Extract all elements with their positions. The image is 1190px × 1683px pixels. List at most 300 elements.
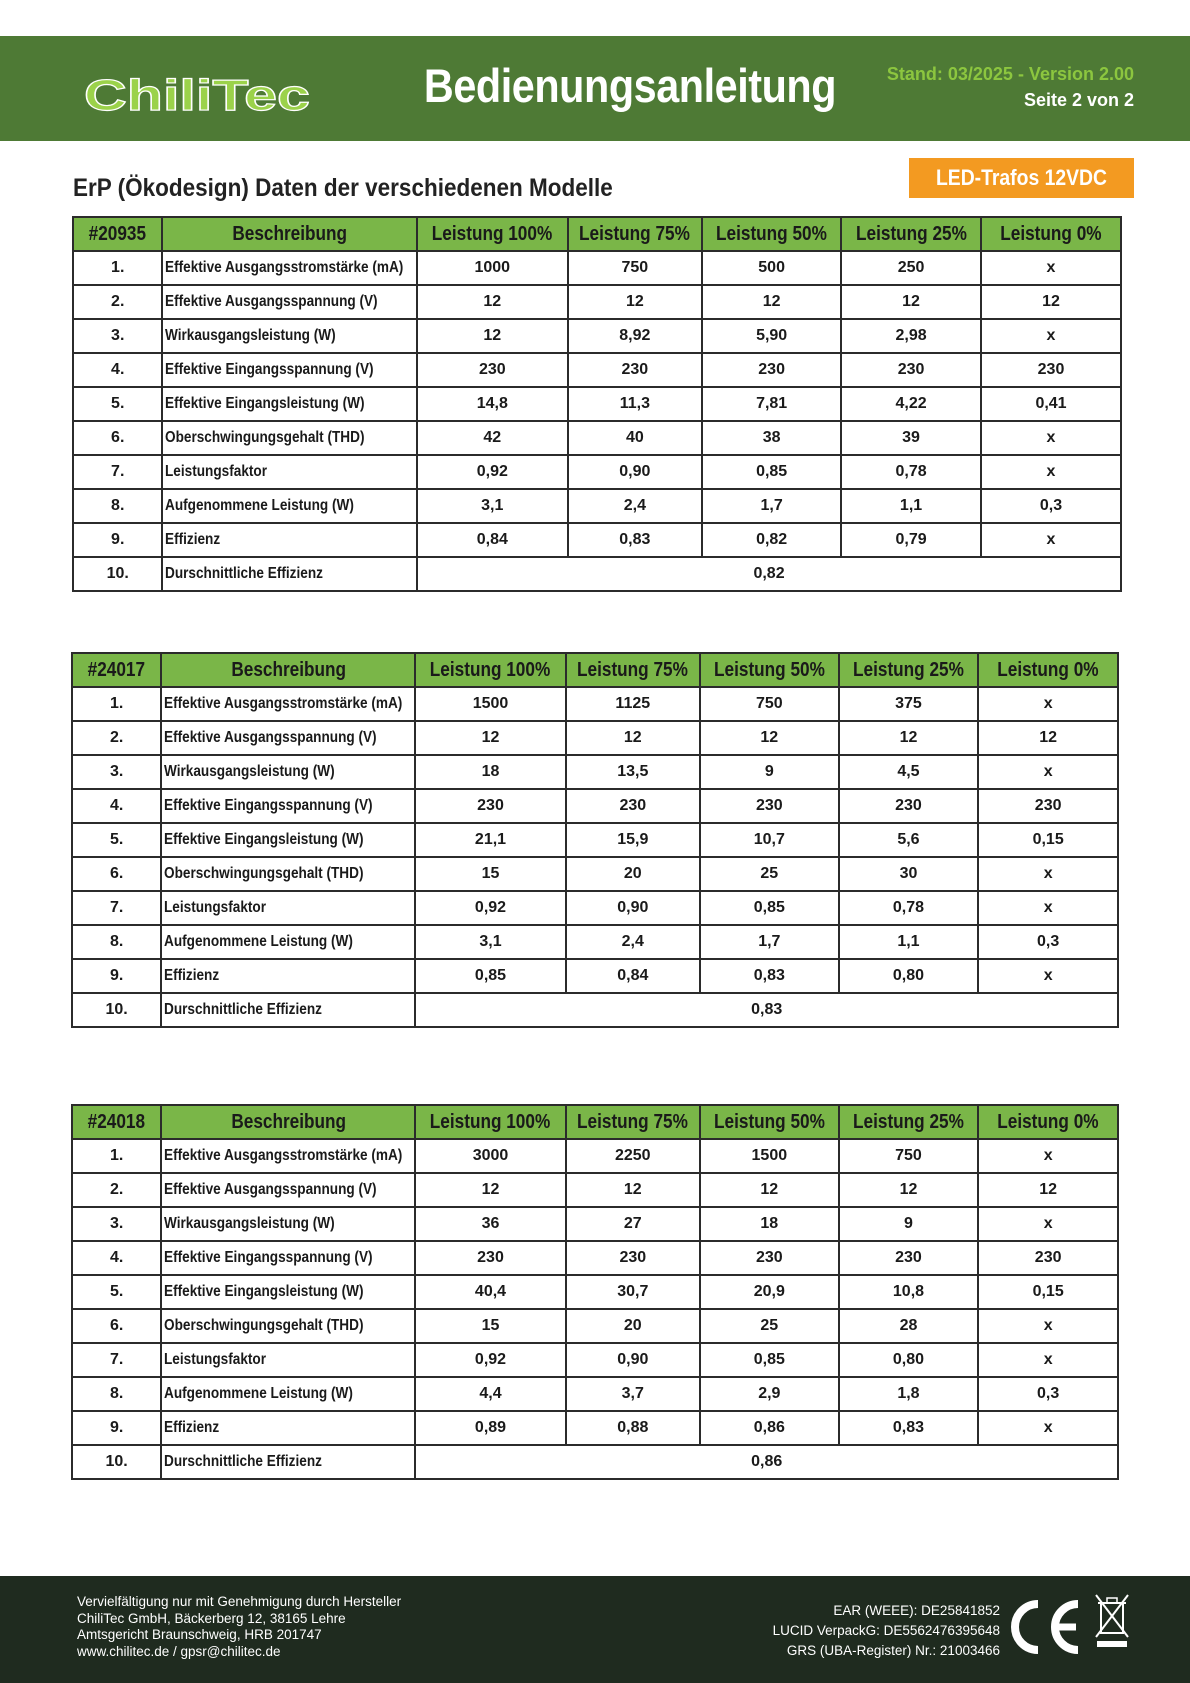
table-cell: 12 bbox=[700, 1173, 839, 1207]
row-description bbox=[162, 285, 417, 319]
table-cell: 230 bbox=[568, 353, 703, 387]
description-label: Effizienz bbox=[164, 1419, 220, 1436]
row-number: 6. bbox=[72, 1309, 161, 1343]
row-description bbox=[161, 721, 415, 755]
row-description bbox=[162, 353, 417, 387]
header-label: Leistung 100% bbox=[432, 222, 553, 245]
table-cell: 230 bbox=[978, 1241, 1118, 1275]
table-cell: 25 bbox=[700, 857, 839, 891]
table-cell: 28 bbox=[839, 1309, 979, 1343]
column-header bbox=[841, 217, 981, 251]
table-cell: 7,81 bbox=[702, 387, 841, 421]
table-cell: x bbox=[981, 319, 1121, 353]
table-cell: x bbox=[981, 251, 1121, 285]
row-description bbox=[161, 823, 415, 857]
table-cell: 12 bbox=[566, 1173, 700, 1207]
table-row bbox=[73, 353, 1121, 387]
table-cell: 36 bbox=[415, 1207, 565, 1241]
table-cell: 0,90 bbox=[568, 455, 703, 489]
average-efficiency-value: 0,86 bbox=[415, 1445, 1118, 1479]
table-cell: x bbox=[981, 455, 1121, 489]
description-label: Wirkausgangsleistung (W) bbox=[164, 763, 335, 780]
table-cell: 30 bbox=[839, 857, 979, 891]
row-description bbox=[162, 319, 417, 353]
column-header bbox=[162, 217, 417, 251]
row-number: 3. bbox=[73, 319, 162, 353]
table-cell: 12 bbox=[566, 721, 700, 755]
table-cell: 0,82 bbox=[702, 523, 841, 557]
row-number: 10. bbox=[72, 1445, 161, 1479]
table-cell: 0,84 bbox=[417, 523, 567, 557]
row-number: 5. bbox=[72, 1275, 161, 1309]
table-row bbox=[72, 1377, 1118, 1411]
description-label: Effektive Ausgangsstromstärke (mA) bbox=[164, 695, 403, 712]
row-number: 8. bbox=[72, 1377, 161, 1411]
description-label: Effektive Eingangsspannung (V) bbox=[164, 797, 373, 814]
row-description bbox=[161, 1377, 415, 1411]
description-label: Effizienz bbox=[164, 967, 220, 984]
row-description bbox=[161, 1343, 415, 1377]
table-cell: 3000 bbox=[415, 1139, 565, 1173]
row-description bbox=[161, 857, 415, 891]
column-header bbox=[981, 217, 1121, 251]
description-label: Effektive Eingangsleistung (W) bbox=[164, 831, 364, 848]
table-cell: 18 bbox=[700, 1207, 839, 1241]
table-row bbox=[72, 1411, 1118, 1445]
table-cell: 12 bbox=[702, 285, 841, 319]
column-header bbox=[566, 653, 700, 687]
header-label: Leistung 50% bbox=[713, 1110, 825, 1133]
row-description bbox=[161, 925, 415, 959]
page-footer bbox=[0, 1576, 1190, 1683]
table-cell: 8,92 bbox=[568, 319, 703, 353]
table-cell: 1500 bbox=[415, 687, 565, 721]
table-cell: 230 bbox=[981, 353, 1121, 387]
table-cell: 20,9 bbox=[700, 1275, 839, 1309]
table-cell: 0,3 bbox=[978, 1377, 1118, 1411]
header-label: Leistung 50% bbox=[716, 222, 828, 245]
footer-company-info bbox=[77, 1594, 401, 1660]
footer-line: ChiliTec GmbH, Bäckerberg 12, 38165 Lehre bbox=[77, 1610, 346, 1626]
table-cell: 12 bbox=[841, 285, 981, 319]
table-cell: 230 bbox=[566, 789, 700, 823]
model-number bbox=[73, 217, 162, 251]
table-cell: 230 bbox=[978, 789, 1118, 823]
table-cell: 12 bbox=[415, 1173, 565, 1207]
description-label: Aufgenommene Leistung (W) bbox=[164, 1385, 354, 1402]
table-row bbox=[73, 523, 1121, 557]
description-label: Effizienz bbox=[165, 531, 221, 548]
row-description bbox=[161, 1309, 415, 1343]
table-cell: 0,85 bbox=[700, 1343, 839, 1377]
table-cell: 20 bbox=[566, 857, 700, 891]
table-cell: 0,78 bbox=[841, 455, 981, 489]
table-row bbox=[73, 251, 1121, 285]
table-row bbox=[72, 823, 1118, 857]
description-label: Aufgenommene Leistung (W) bbox=[165, 497, 355, 514]
header-label: Leistung 100% bbox=[430, 1110, 551, 1133]
table-cell: 0,83 bbox=[839, 1411, 979, 1445]
description-label: Wirkausgangsleistung (W) bbox=[165, 327, 337, 344]
table-cell: 0,89 bbox=[415, 1411, 565, 1445]
table-cell: 40,4 bbox=[415, 1275, 565, 1309]
description-label: Durschnittliche Effizienz bbox=[164, 1001, 323, 1018]
table-cell: 375 bbox=[839, 687, 979, 721]
table-cell: 3,1 bbox=[415, 925, 565, 959]
row-description bbox=[161, 993, 415, 1027]
table-cell: 230 bbox=[839, 789, 979, 823]
description-label: Leistungsfaktor bbox=[164, 899, 267, 916]
row-number: 2. bbox=[72, 1173, 161, 1207]
table-row bbox=[72, 789, 1118, 823]
table-cell: 0,92 bbox=[415, 891, 565, 925]
table-cell: 230 bbox=[841, 353, 981, 387]
description-label: Wirkausgangsleistung (W) bbox=[164, 1215, 335, 1232]
table-cell: 0,3 bbox=[981, 489, 1121, 523]
row-number: 2. bbox=[73, 285, 162, 319]
table-cell: 5,6 bbox=[839, 823, 979, 857]
table-row bbox=[72, 687, 1118, 721]
average-row bbox=[72, 993, 1118, 1027]
row-description bbox=[161, 1275, 415, 1309]
table-cell: 0,90 bbox=[566, 1343, 700, 1377]
header-label: #20935 bbox=[89, 222, 147, 245]
table-cell: 12 bbox=[839, 1173, 979, 1207]
table-cell: 21,1 bbox=[415, 823, 565, 857]
table-row bbox=[73, 319, 1121, 353]
table-cell: 0,78 bbox=[839, 891, 979, 925]
table-cell: 0,41 bbox=[981, 387, 1121, 421]
table-cell: 9 bbox=[839, 1207, 979, 1241]
row-number: 1. bbox=[72, 687, 161, 721]
table-cell: 10,8 bbox=[839, 1275, 979, 1309]
table-cell: 750 bbox=[568, 251, 703, 285]
table-cell: 230 bbox=[415, 789, 565, 823]
table-cell: 250 bbox=[841, 251, 981, 285]
table-row bbox=[72, 1139, 1118, 1173]
description-label: Leistungsfaktor bbox=[165, 463, 268, 480]
table-cell: 0,80 bbox=[839, 1343, 979, 1377]
row-number: 8. bbox=[73, 489, 162, 523]
column-header bbox=[978, 653, 1118, 687]
table-cell: x bbox=[978, 959, 1118, 993]
table-row bbox=[72, 1173, 1118, 1207]
column-header bbox=[415, 1105, 565, 1139]
table-row bbox=[72, 1275, 1118, 1309]
column-header bbox=[702, 217, 841, 251]
table-cell: 2250 bbox=[566, 1139, 700, 1173]
table-header-row bbox=[72, 1105, 1118, 1139]
table-cell: 230 bbox=[566, 1241, 700, 1275]
table-cell: 4,4 bbox=[415, 1377, 565, 1411]
table-cell: 1,1 bbox=[841, 489, 981, 523]
header-label: Leistung 75% bbox=[579, 222, 691, 245]
table-row bbox=[73, 421, 1121, 455]
table-cell: 230 bbox=[702, 353, 841, 387]
table-row bbox=[72, 755, 1118, 789]
table-cell: 12 bbox=[978, 1173, 1118, 1207]
row-number: 5. bbox=[72, 823, 161, 857]
table-cell: 1000 bbox=[417, 251, 567, 285]
footer-line: Vervielfältigung nur mit Genehmigung durch Hersteller bbox=[77, 1594, 402, 1609]
table-cell: 18 bbox=[415, 755, 565, 789]
row-description bbox=[162, 455, 417, 489]
table-cell: 11,3 bbox=[568, 387, 703, 421]
model-number bbox=[72, 653, 161, 687]
column-header bbox=[568, 217, 703, 251]
row-number: 2. bbox=[72, 721, 161, 755]
table-cell: 0,3 bbox=[978, 925, 1118, 959]
row-number: 9. bbox=[73, 523, 162, 557]
document-title: Bedienungsanleitung bbox=[423, 59, 837, 112]
table-cell: 230 bbox=[700, 789, 839, 823]
table-cell: 0,83 bbox=[568, 523, 703, 557]
table-cell: 1,7 bbox=[702, 489, 841, 523]
column-header bbox=[700, 653, 839, 687]
table-cell: 230 bbox=[415, 1241, 565, 1275]
table-cell: 0,86 bbox=[700, 1411, 839, 1445]
table-header-row bbox=[73, 217, 1121, 251]
table-cell: x bbox=[981, 523, 1121, 557]
row-description bbox=[162, 523, 417, 557]
page-number: Seite 2 von 2 bbox=[1023, 90, 1134, 110]
table-cell: 230 bbox=[700, 1241, 839, 1275]
erp-table-1 bbox=[72, 216, 1122, 592]
header-label: Leistung 25% bbox=[855, 222, 967, 245]
row-description bbox=[161, 1241, 415, 1275]
table-cell: 14,8 bbox=[417, 387, 567, 421]
product-badge bbox=[909, 158, 1134, 198]
footer-registration-info bbox=[773, 1601, 1000, 1661]
table-cell: 1,1 bbox=[839, 925, 979, 959]
table-header-row bbox=[72, 653, 1118, 687]
row-number: 4. bbox=[72, 1241, 161, 1275]
table-cell: 13,5 bbox=[566, 755, 700, 789]
table-cell: 12 bbox=[417, 319, 567, 353]
column-header bbox=[978, 1105, 1118, 1139]
table-cell: 3,1 bbox=[417, 489, 567, 523]
row-description bbox=[161, 1139, 415, 1173]
table-row bbox=[72, 1241, 1118, 1275]
column-header bbox=[415, 653, 565, 687]
table-cell: 12 bbox=[981, 285, 1121, 319]
table-cell: 1,7 bbox=[700, 925, 839, 959]
table-cell: 0,90 bbox=[566, 891, 700, 925]
table-cell: 12 bbox=[978, 721, 1118, 755]
table-row bbox=[72, 1343, 1118, 1377]
table-cell: x bbox=[981, 421, 1121, 455]
description-label: Effektive Ausgangsspannung (V) bbox=[165, 293, 379, 310]
chilitec-logo bbox=[84, 70, 314, 118]
table-cell: 2,4 bbox=[568, 489, 703, 523]
header-label: Leistung 25% bbox=[853, 658, 964, 681]
table-cell: 0,85 bbox=[415, 959, 565, 993]
version-info: Stand: 03/2025 - Version 2.00 bbox=[886, 64, 1134, 84]
table-cell: 12 bbox=[568, 285, 703, 319]
table-cell: 30,7 bbox=[566, 1275, 700, 1309]
row-number: 5. bbox=[73, 387, 162, 421]
table-cell: 0,15 bbox=[978, 823, 1118, 857]
table-row bbox=[72, 959, 1118, 993]
description-label: Effektive Ausgangsspannung (V) bbox=[164, 729, 377, 746]
erp-table-3 bbox=[71, 1104, 1119, 1480]
table-cell: 12 bbox=[417, 285, 567, 319]
table-cell: x bbox=[978, 755, 1118, 789]
table-cell: 25 bbox=[700, 1309, 839, 1343]
table-cell: 2,4 bbox=[566, 925, 700, 959]
table-cell: x bbox=[978, 687, 1118, 721]
row-description bbox=[162, 557, 417, 591]
table-cell: 1500 bbox=[700, 1139, 839, 1173]
header-label: Leistung 25% bbox=[853, 1110, 964, 1133]
description-label: Effektive Eingangsspannung (V) bbox=[164, 1249, 373, 1266]
row-description bbox=[162, 489, 417, 523]
table-cell: 2,98 bbox=[841, 319, 981, 353]
footer-website[interactable]: www.chilitec.de / gpsr@chilitec.de bbox=[77, 1643, 281, 1659]
table-cell: 39 bbox=[841, 421, 981, 455]
table-row bbox=[73, 285, 1121, 319]
header-label: Leistung 0% bbox=[997, 1110, 1099, 1133]
header-label: Beschreibung bbox=[230, 1110, 346, 1133]
table-cell: x bbox=[978, 1139, 1118, 1173]
average-row bbox=[72, 1445, 1118, 1479]
table-cell: 0,80 bbox=[839, 959, 979, 993]
model-number bbox=[72, 1105, 161, 1139]
average-row bbox=[73, 557, 1121, 591]
footer-line: GRS (UBA-Register) Nr.: 21003466 bbox=[786, 1643, 1000, 1658]
table-cell: 0,88 bbox=[566, 1411, 700, 1445]
footer-line: Amtsgericht Braunschweig, HRB 201747 bbox=[77, 1627, 322, 1642]
table-row bbox=[72, 1309, 1118, 1343]
row-number: 10. bbox=[73, 557, 162, 591]
table-cell: 2,9 bbox=[700, 1377, 839, 1411]
table-row bbox=[72, 891, 1118, 925]
row-number: 9. bbox=[72, 1411, 161, 1445]
page-header bbox=[0, 36, 1190, 141]
table-cell: 40 bbox=[568, 421, 703, 455]
table-cell: 0,85 bbox=[700, 891, 839, 925]
column-header bbox=[161, 653, 415, 687]
header-label: #24018 bbox=[87, 1110, 146, 1133]
column-header bbox=[700, 1105, 839, 1139]
row-number: 9. bbox=[72, 959, 161, 993]
header-label: Leistung 50% bbox=[713, 658, 825, 681]
row-number: 4. bbox=[72, 789, 161, 823]
erp-table-2 bbox=[71, 652, 1119, 1028]
table-cell: 0,92 bbox=[417, 455, 567, 489]
description-label: Oberschwingungsgehalt (THD) bbox=[165, 429, 365, 446]
table-cell: x bbox=[978, 891, 1118, 925]
row-description bbox=[161, 1173, 415, 1207]
row-number: 1. bbox=[73, 251, 162, 285]
table-cell: x bbox=[978, 1309, 1118, 1343]
column-header bbox=[566, 1105, 700, 1139]
table-cell: 9 bbox=[700, 755, 839, 789]
header-label: Beschreibung bbox=[230, 658, 346, 681]
description-label: Durschnittliche Effizienz bbox=[165, 565, 324, 582]
column-header bbox=[839, 1105, 979, 1139]
row-description bbox=[161, 755, 415, 789]
row-description bbox=[162, 251, 417, 285]
row-description bbox=[162, 421, 417, 455]
row-number: 1. bbox=[72, 1139, 161, 1173]
ce-mark-icon bbox=[1008, 1596, 1082, 1658]
table-cell: 12 bbox=[415, 721, 565, 755]
column-header bbox=[161, 1105, 415, 1139]
row-number: 7. bbox=[72, 1343, 161, 1377]
row-description bbox=[161, 1411, 415, 1445]
description-label: Effektive Eingangsspannung (V) bbox=[165, 361, 374, 378]
description-label: Oberschwingungsgehalt (THD) bbox=[164, 865, 364, 882]
row-description bbox=[162, 387, 417, 421]
header-label: Leistung 75% bbox=[577, 1110, 689, 1133]
column-header bbox=[417, 217, 567, 251]
table-cell: 750 bbox=[700, 687, 839, 721]
table-cell: 4,5 bbox=[839, 755, 979, 789]
table-cell: 0,79 bbox=[841, 523, 981, 557]
table-cell: 0,85 bbox=[702, 455, 841, 489]
description-label: Effektive Ausgangsspannung (V) bbox=[164, 1181, 377, 1198]
table-row bbox=[72, 925, 1118, 959]
logo-text: ChiliTec bbox=[84, 71, 310, 118]
footer-line: LUCID VerpackG: DE5562476395648 bbox=[772, 1623, 1000, 1638]
table-cell: 12 bbox=[700, 721, 839, 755]
table-cell: x bbox=[978, 1411, 1118, 1445]
average-efficiency-value: 0,82 bbox=[417, 557, 1121, 591]
header-label: Leistung 100% bbox=[430, 658, 551, 681]
description-label: Effektive Ausgangsstromstärke (mA) bbox=[165, 259, 404, 276]
weee-bin-icon bbox=[1094, 1593, 1130, 1649]
header-label: Leistung 0% bbox=[1000, 222, 1102, 245]
table-cell: 42 bbox=[417, 421, 567, 455]
row-description bbox=[161, 1207, 415, 1241]
table-cell: x bbox=[978, 857, 1118, 891]
badge-label: LED-Trafos 12VDC bbox=[935, 165, 1108, 190]
description-label: Effektive Eingangsleistung (W) bbox=[165, 395, 365, 412]
column-header bbox=[839, 653, 979, 687]
table-cell: 0,92 bbox=[415, 1343, 565, 1377]
row-number: 6. bbox=[72, 857, 161, 891]
row-number: 8. bbox=[72, 925, 161, 959]
table-cell: 15 bbox=[415, 1309, 565, 1343]
table-cell: 27 bbox=[566, 1207, 700, 1241]
table-cell: x bbox=[978, 1207, 1118, 1241]
table-cell: 0,84 bbox=[566, 959, 700, 993]
description-label: Durschnittliche Effizienz bbox=[164, 1453, 323, 1470]
row-number: 7. bbox=[73, 455, 162, 489]
table-row bbox=[72, 857, 1118, 891]
row-number: 6. bbox=[73, 421, 162, 455]
table-row bbox=[72, 1207, 1118, 1241]
table-cell: 10,7 bbox=[700, 823, 839, 857]
description-label: Effektive Ausgangsstromstärke (mA) bbox=[164, 1147, 403, 1164]
table-cell: 5,90 bbox=[702, 319, 841, 353]
header-label: Leistung 0% bbox=[997, 658, 1099, 681]
table-row bbox=[73, 455, 1121, 489]
row-description bbox=[161, 1445, 415, 1479]
row-description bbox=[161, 891, 415, 925]
table-cell: 230 bbox=[839, 1241, 979, 1275]
description-label: Leistungsfaktor bbox=[164, 1351, 267, 1368]
table-cell: 1125 bbox=[566, 687, 700, 721]
description-label: Effektive Eingangsleistung (W) bbox=[164, 1283, 364, 1300]
table-cell: 230 bbox=[417, 353, 567, 387]
description-label: Oberschwingungsgehalt (THD) bbox=[164, 1317, 364, 1334]
row-number: 3. bbox=[72, 1207, 161, 1241]
footer-line: EAR (WEEE): DE25841852 bbox=[833, 1603, 1000, 1618]
average-efficiency-value: 0,83 bbox=[415, 993, 1118, 1027]
row-description bbox=[161, 789, 415, 823]
